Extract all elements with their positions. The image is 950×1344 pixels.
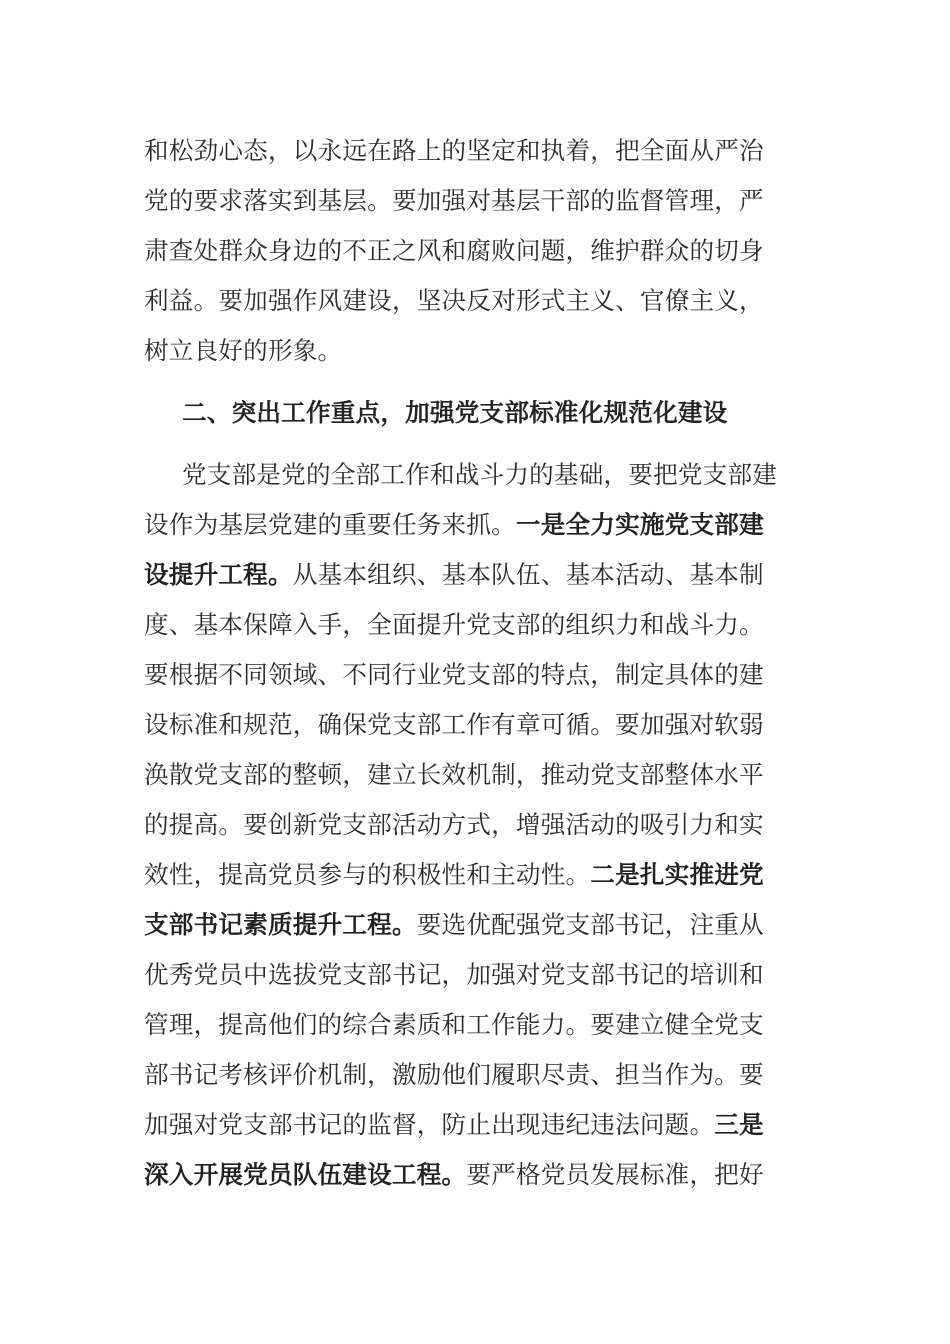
body-text-line: 利益。要加强作风建设，坚决反对形式主义、官僚主义， <box>144 286 764 315</box>
body-text-line <box>144 1150 808 1200</box>
body-text-line: 管理，提高他们的综合素质和工作能力。要建立健全党支 <box>144 1010 764 1039</box>
bold-emphasis: 三是 <box>714 1110 764 1139</box>
body-text-line: 党支部是党的全部工作和战斗力的基础，要把党支部建 <box>182 460 778 489</box>
bold-emphasis: 设提升工程。 <box>144 560 293 589</box>
body-text-run: 从基本组织、基本队伍、基本活动、基本制 <box>292 560 764 589</box>
body-text-run: 设作为基层党建的重要任务来抓。 <box>144 510 516 539</box>
body-text-run: 效性，提高党员参与的积极性和主动性。 <box>144 860 591 889</box>
body-text-run: 要严格党员发展标准，把好 <box>466 1160 764 1189</box>
body-text-run: 加强对党支部书记的监督，防止出现违纪违法问题。 <box>144 1110 715 1139</box>
body-text-line: 和松劲心态，以永远在路上的坚定和执着，把全面从严治 <box>144 136 764 165</box>
bold-emphasis: 一是全力实施党支部建 <box>515 510 764 539</box>
body-text-line: 要根据不同领域、不同行业党支部的特点，制定具体的建 <box>144 660 764 689</box>
body-text-line: 涣散党支部的整顿，建立长效机制，推动党支部整体水平 <box>144 760 764 789</box>
body-text-line: 部书记考核评价机制，激励他们履职尽责、担当作为。要 <box>144 1060 764 1089</box>
body-text-line: 的提高。要创新党支部活动方式，增强活动的吸引力和实 <box>144 810 764 839</box>
body-text-line <box>144 550 808 600</box>
section-heading: 二、突出工作重点，加强党支部标准化规范化建设 <box>182 398 728 427</box>
body-text-line <box>144 1100 808 1150</box>
bold-emphasis: 支部书记素质提升工程。 <box>144 910 417 939</box>
body-text-line: 树立良好的形象。 <box>144 336 343 365</box>
body-text-line <box>144 900 808 950</box>
body-text-line: 度、基本保障入手，全面提升党支部的组织力和战斗力。 <box>144 610 764 639</box>
body-text-line: 党的要求落实到基层。要加强对基层干部的监督管理，严 <box>144 186 764 215</box>
body-text-run: 要选优配强党支部书记，注重从 <box>416 910 764 939</box>
body-text-line: 优秀党员中选拔党支部书记，加强对党支部书记的培训和 <box>144 960 764 989</box>
body-text-line: 肃查处群众身边的不正之风和腐败问题，维护群众的切身 <box>144 236 764 265</box>
body-text-line: 设标准和规范，确保党支部工作有章可循。要加强对软弱 <box>144 710 764 739</box>
bold-emphasis: 深入开展党员队伍建设工程。 <box>144 1160 467 1189</box>
bold-emphasis: 二是扎实推进党 <box>590 860 764 889</box>
body-text-line <box>144 850 808 900</box>
document-body <box>144 126 808 1200</box>
body-text-line <box>144 500 808 550</box>
